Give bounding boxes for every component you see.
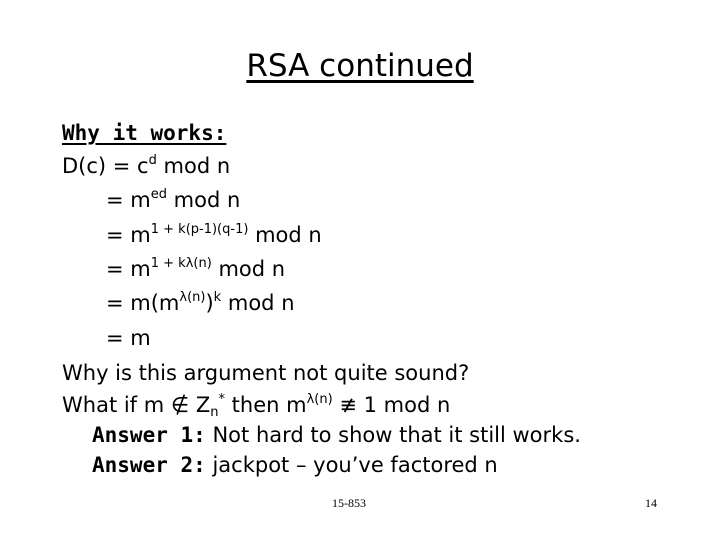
derivation-line-2-text: = m [106,188,151,212]
derivation-line-2-tail: mod n [166,188,241,212]
derivation-line-6-text: = m [106,326,151,350]
derivation-line-5 [106,291,295,315]
what-if-exponent: λ(n) [306,392,333,407]
derivation-line-3-tail: mod n [248,223,322,247]
derivation-line-3-exponent: 1 + k(p-1)(q-1) [150,222,249,237]
derivation-line-5-text: = m(m [106,291,180,315]
soundness-question: Why is this argument not quite sound? [62,361,470,385]
what-if-group-superscript: * [218,392,225,407]
derivation-line-3-text: = m [106,223,151,247]
what-if-group-text: Z [189,393,211,417]
answer-1-label: Answer 1: [92,423,206,447]
answer-1 [92,423,581,447]
what-if-tail: 1 mod n [356,393,451,417]
derivation-line-5-tail: mod n [221,291,295,315]
derivation-line-2 [106,188,240,212]
slide-title: RSA continued [246,48,474,84]
derivation-line-1-tail: mod n [156,154,231,178]
footer-course-number: 15-853 [332,496,366,510]
what-if-then-text: then m [225,393,307,417]
derivation-line-5-inner-exponent: λ(n) [179,290,206,305]
derivation-line-4 [106,257,285,281]
derivation-line-3 [106,223,322,247]
derivation-line-4-text: = m [106,257,151,281]
answer-2-text: jackpot – you’ve factored n [205,453,498,477]
answer-2-label: Answer 2: [92,453,206,477]
derivation-line-6 [106,326,151,350]
derivation-line-1 [62,154,230,178]
what-if-group-subscript: n [210,405,219,420]
what-if-text: What if m [62,393,171,417]
derivation-line-1-text: D(c) = c [62,154,149,178]
answer-1-text: Not hard to show that it still works. [205,423,581,447]
derivation-line-2-exponent: ed [150,187,167,202]
answer-2 [92,453,498,477]
derivation-line-1-exponent: d [148,153,157,168]
footer-page-number: 14 [645,496,657,510]
derivation-line-5-outer-exponent: k [213,290,222,305]
not-congruent-icon: ≢ [339,393,357,417]
derivation-line-4-exponent: 1 + kλ(n) [150,256,212,271]
derivation-line-4-tail: mod n [211,257,286,281]
not-element-of-icon: ∉ [170,393,190,417]
why-it-works-heading: Why it works: [62,121,227,145]
what-if-line [62,392,451,420]
derivation-line-5-paren: ) [205,291,214,315]
